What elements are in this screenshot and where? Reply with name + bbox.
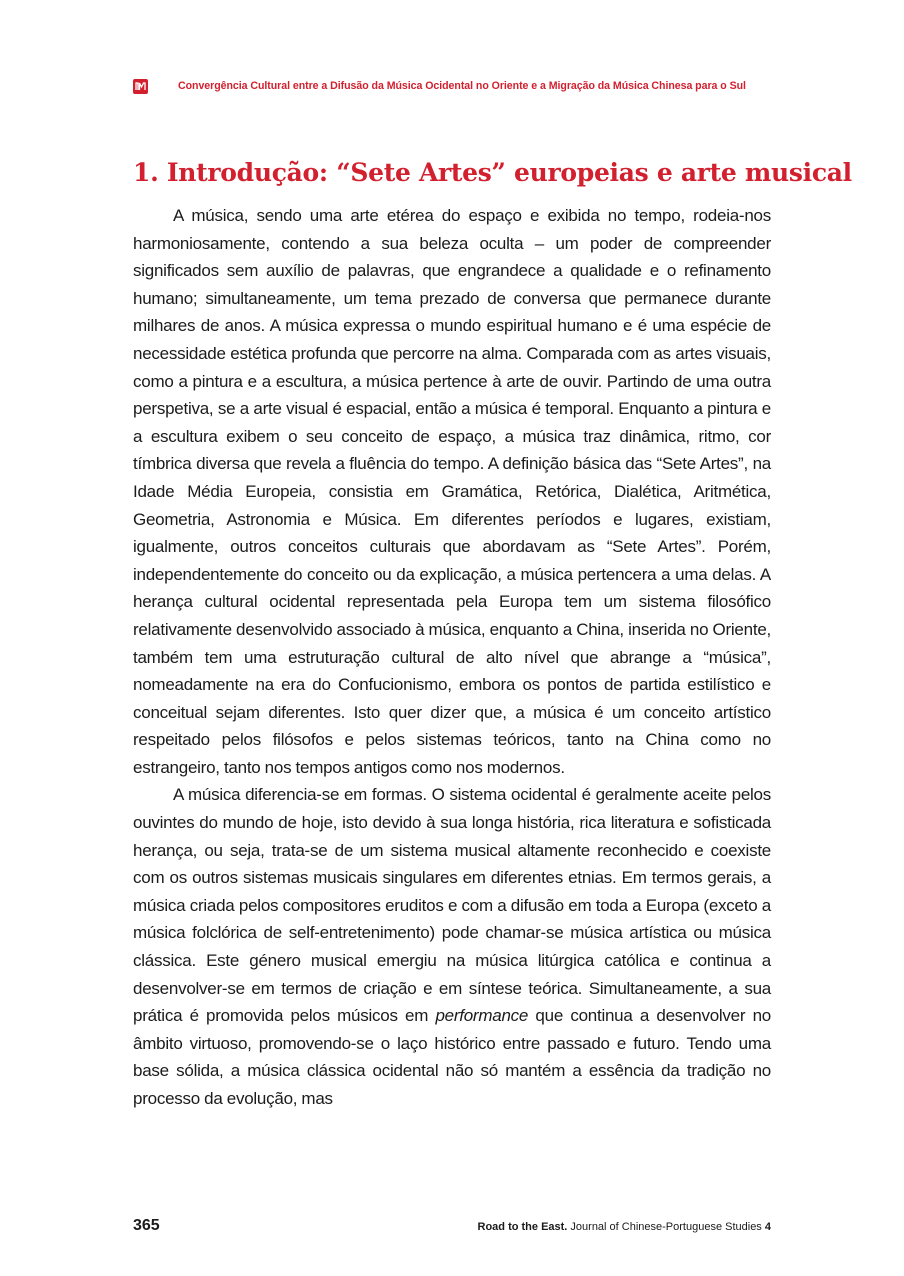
section-title: 1. Introdução: “Sete Artes” europeias e arte musical [133, 158, 852, 187]
running-header [133, 76, 773, 96]
italic-term: performance [435, 1006, 529, 1026]
journal-subtitle: Journal of Chinese-Portuguese Studies [567, 1221, 765, 1233]
journal-issue: 4 [764, 1221, 771, 1233]
running-title: Convergência Cultural entre a Difusão da Música Ocidental no Oriente e a Migração da Música Chinesa para o Sul [178, 80, 746, 92]
paragraph-text: que continua a desenvolver no âmbito virtuoso, promovendo-se o laço histórico entre passado e futuro. Tendo uma base sólida, a música clássica ocidental não só mantém a essência da tradição no processo da evolução, mas [133, 1006, 771, 1108]
paragraph: A música, sendo uma arte etérea do espaço e exibida no tempo, rodeia-nos harmoniosamente, contendo a sua beleza oculta – um poder de compreender significados sem auxílio de palavras, que engrandece a qualidade e o refinamento humano; simultaneamente, um tema prezado de conversa que permanece durante milhares de anos. A música expressa o mundo espiritual humano e é uma espécie de necessidade estética profunda que percorre na alma. Comparada com as artes visuais, como a pintura e a escultura, a música pertence à arte de ouvir. Partindo de uma outra perspetiva, se a arte visual é espacial, então a música é temporal. Enquanto a pintura e a escultura exibem o seu conceito de espaço, a música traz dinâmica, ritmo, cor tímbrica diversa que revela a fluência do tempo. A definição básica das “Sete Artes”, na Idade Média Europeia, consistia em Gramática, Retórica, Dialética, Aritmética, Geometria, Astronomia e Música. Em diferentes períodos e lugares, existiam, igualmente, outros conceitos culturais que abordavam as “Sete Artes”. Porém, independentemente do conceito ou da explicação, a música pertencera a uma delas. A herança cultural ocidental representada pela Europa tem um sistema filosófico relativamente desenvolvido associado à música, enquanto a China, inserida no Oriente, também tem uma estruturação cultural de alto nível que abrange a “música”, nomeadamente na era do Confucionismo, embora os pontos de partida estilístico e conceitual sejam diferentes. Isto quer dizer que, a música é um conceito artístico respeitado pelos filósofos e pelos sistemas teóricos, tanto na China como no estrangeiro, tanto nos tempos antigos como nos modernos. [133, 206, 771, 777]
page-footer [133, 1217, 771, 1235]
paragraph [133, 781, 771, 1112]
journal-logo-icon [133, 79, 148, 94]
journal-citation [478, 1221, 771, 1233]
page-number: 365 [133, 1217, 160, 1234]
article-body [133, 202, 771, 1113]
journal-name-bold: Road to the East. [477, 1221, 568, 1233]
paragraph-text: A música diferencia-se em formas. O sistema ocidental é geralmente aceite pelos ouvintes do mundo de hoje, isto devido à sua longa história, rica literatura e sofisticada herança, ou seja, trata-se de um sistema musical altamente reconhecido e coexiste com os outros sistemas musicais singulares em diferentes etnias. Em termos gerais, a música criada pelos compositores eruditos e com a difusão em toda a Europa (exceto a música folclórica de self-entretenimento) pode chamar-se música artística ou música clássica. Este género musical emergiu na música litúrgica católica e continua a desenvolver-se em termos de criação e em síntese teórica. Simultaneamente, a sua prática é promovida pelos músicos em [133, 785, 771, 1026]
